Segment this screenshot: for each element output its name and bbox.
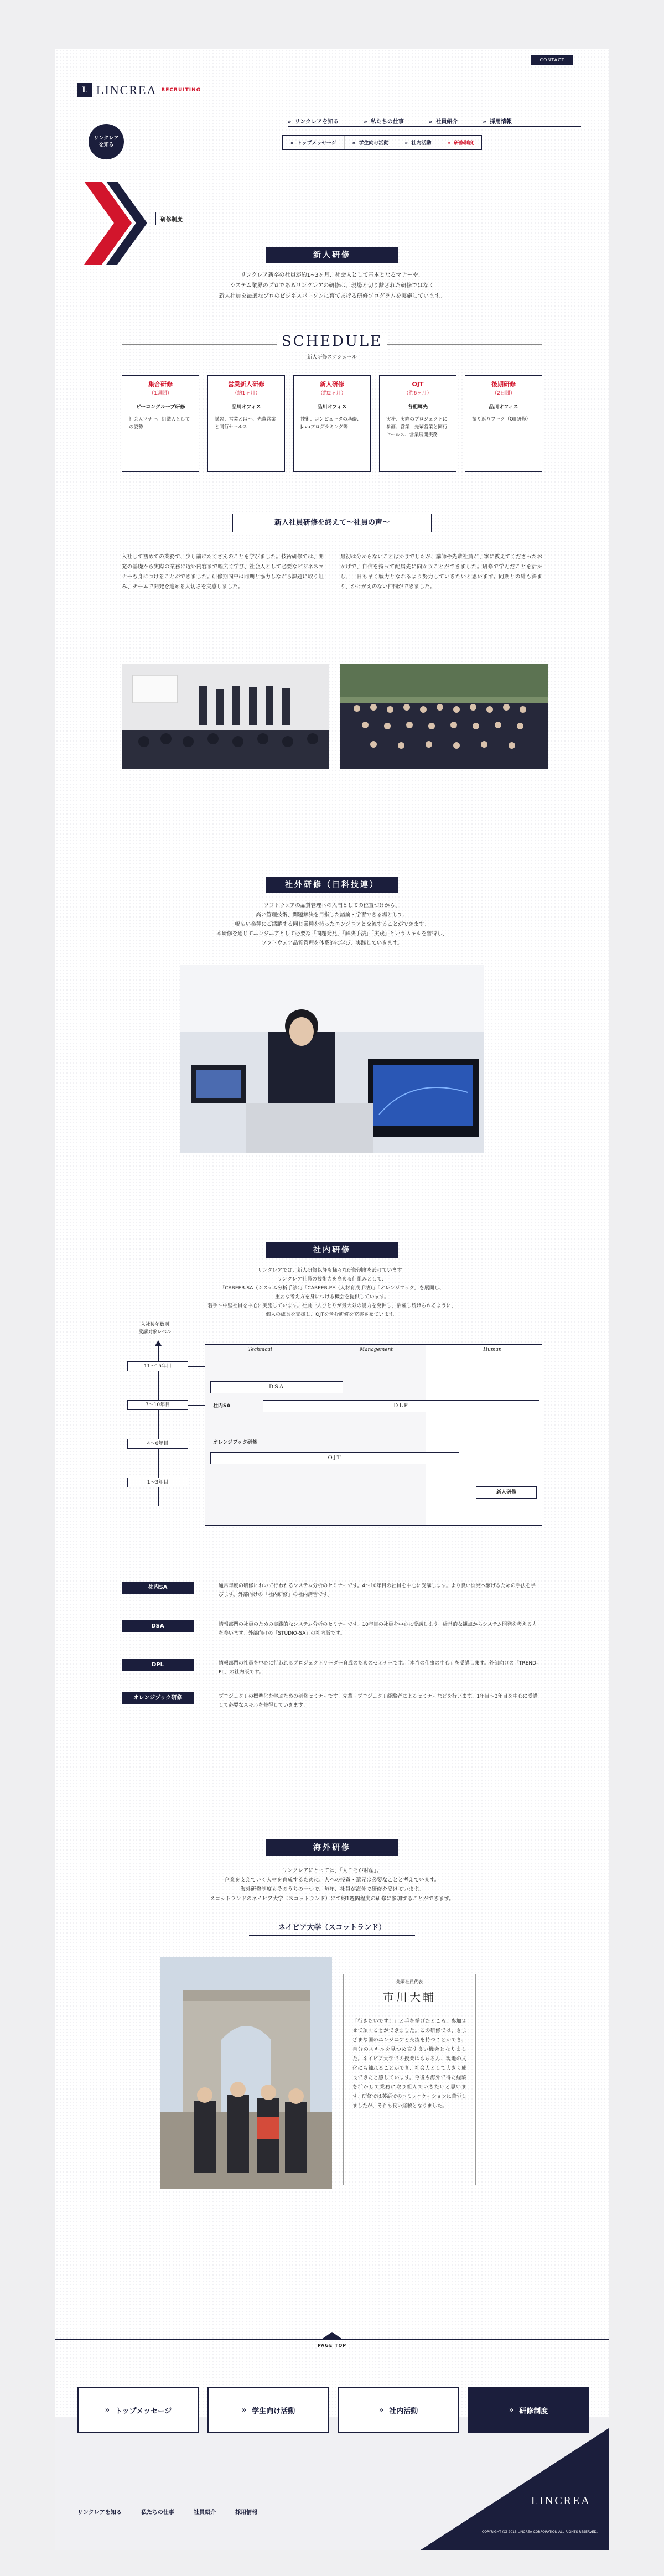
voice-column-left: 入社して初めての業務で、少し前にたくさんのことを学びました。技術研修では、開発の基礎から実際の業務に近い内容まで幅広く学び、社会人として必要なビジネスマナーも身につけることができました。研修期間中は同期と協力しながら課題に取り組み、チームで開発を進める大切さを実感しました。 bbox=[122, 554, 324, 590]
bottom-nav bbox=[55, 2387, 609, 2442]
chart-axis-label: 入社後年数別 受講対象レベル bbox=[138, 1322, 172, 1335]
section-badge: リンクレア を知る bbox=[89, 124, 124, 159]
level-7-10: 7〜10年目 bbox=[127, 1400, 188, 1410]
breadcrumb: 研修制度 bbox=[160, 217, 183, 223]
breadcrumb-rule bbox=[155, 212, 156, 225]
voice-column-right: 最初は分からないことばかりでしたが、講師や先輩社員が丁寧に教えてくださったおかげで、自信を持って配属先に向かうことができました。研修で学んだことを活かし、一日も早く戦力となれるよう努力していきたいと思います。同期との絆も深まり、かけがえのない仲間ができました。 bbox=[340, 554, 542, 590]
chevron-right-icon: » bbox=[428, 119, 433, 125]
schedule-title: SCHEDULE bbox=[277, 333, 387, 350]
footer-link-staff[interactable]: 社員紹介 bbox=[194, 2510, 216, 2516]
col-management: Management bbox=[359, 1347, 393, 1352]
profile-card bbox=[343, 1974, 476, 2185]
logo[interactable] bbox=[77, 83, 201, 97]
axis-arrow-icon bbox=[155, 1340, 162, 1346]
gnav-item-about[interactable]: » リンクレアを知る bbox=[288, 119, 339, 125]
chart-grid bbox=[205, 1344, 542, 1526]
schedule-card: OJT （約6ヶ月） 各配属先 実務：実際のプロジェクトに参画、営業：先輩営業と同行セールス、営業展開実務 bbox=[379, 375, 456, 472]
nav-divider bbox=[288, 126, 581, 127]
external-text: ソフトウェアの品質管理への入門としての位置づけから、 高い管理技術、問題解決を目指した議論・学習できる場として、 幅広い業種にご活躍する同じ業種を持ったエンジニアと交流することができます。 本研修を通じてエンジニアとして必要な「問題発見」「解決手法」「実践」というスキルを習得し、 ソフトウェア品質管理を体系的に学び、実践していきます。 bbox=[216, 903, 448, 946]
chevron-right-icon: » bbox=[352, 141, 356, 146]
program-label: DSA bbox=[122, 1620, 194, 1632]
schedule-card: 後期研修 （2日間） 品川オフィス 振り返りワーク（Off研修） bbox=[465, 375, 542, 472]
subnav-item-training[interactable]: » 研修制度 bbox=[447, 141, 474, 146]
col-technical: Technical bbox=[248, 1347, 272, 1352]
logo-text: LINCREA bbox=[96, 83, 157, 97]
overseas-photo bbox=[160, 1957, 332, 2189]
tag-orange: オレンジブック研修 bbox=[213, 1440, 257, 1445]
subnav-item-internal[interactable]: » 社内活動 bbox=[397, 136, 440, 149]
level-4-6: 4〜6年目 bbox=[127, 1439, 188, 1449]
chevron-right-icon: » bbox=[288, 119, 292, 125]
gnav-item-staff[interactable]: » 社員紹介 bbox=[428, 119, 458, 125]
col-human: Human bbox=[483, 1347, 502, 1352]
footer-nav bbox=[77, 2506, 274, 2516]
internal-text: リンクレアでは、新人研修以降も様々な研修制度を設けています。 リンクレア社員の技術力を高める仕組みとして、 「CAREER-SA（システム分析手法）」「CAREER-PE（人材育成手法）」「オレンジブック」を展開し、 重要な考え方を身につける機会を提供しています。 若手〜中堅社員を中心に実施しています。社員一人ひとりが最大限の能力を発揮し、活躍し続けられるように、 個人の成長を支援し、OJTを含む研修を充実させています。 bbox=[208, 1268, 456, 1318]
subnav-item-student[interactable]: » 学生向け活動 bbox=[345, 136, 397, 149]
bottom-nav-message[interactable]: » トップメッセージ bbox=[77, 2387, 199, 2433]
bar-ojt: OJT bbox=[210, 1452, 459, 1464]
footer-logo[interactable]: LINCREA bbox=[531, 2495, 591, 2507]
bar-dsa: DSA bbox=[210, 1381, 343, 1393]
schedule-subtitle: 新人研修スケジュール bbox=[307, 355, 357, 360]
chevron-right-icon: » bbox=[404, 141, 408, 146]
logo-subtitle: RECRUITING bbox=[161, 87, 201, 93]
program-desc: プロジェクトの標準化を学ぶための研修セミナーです。先輩・プロジェクト経験者によるセミナーなどを行います。1年目〜3年目を中心に受講して必要なスキルを修得していきます。 bbox=[219, 1694, 538, 1708]
chevron-right-icon: » bbox=[509, 2406, 514, 2414]
footer-link-work[interactable]: 私たちの仕事 bbox=[141, 2510, 174, 2516]
footer-link-recruit[interactable]: 採用情報 bbox=[235, 2510, 258, 2516]
page-top-link[interactable]: PAGE TOP bbox=[317, 2343, 347, 2348]
program-desc: 情報部門の社員を中心に行われるプロジェクトリーダー育成のためのセミナーです。「本当の仕事の中心」を受講します。外部向けの「TREND-PL」の社内版です。 bbox=[219, 1661, 538, 1675]
contact-button[interactable]: CONTACT bbox=[531, 55, 573, 65]
training-class-photo bbox=[122, 664, 329, 769]
section-title-overseas: 海外研修 bbox=[266, 1839, 398, 1856]
section-title-external: 社外研修（日科技連） bbox=[266, 877, 398, 893]
chevron-right-icon: » bbox=[105, 2406, 110, 2414]
person-comment: 「行きたいです！」と手を挙げたところ、参加させて頂くことができました。この研修では、さまざまな国のエンジニアと交流を持つことができ、自分のスキルを見つめ直す良い機会となりました。ネイピア大学での授業はもちろん、現地の文化にも触れることができ、社会人として大きく成長できたと感じています。今後も海外で得た経験を活かして業務に取り組んでいきたいと思います。研修では英語でのコミュニケーションに苦労しましたが、それも良い経験となりました。 bbox=[352, 2019, 466, 2109]
footer-link-about[interactable]: リンクレアを知る bbox=[77, 2510, 122, 2516]
level-1-3: 1〜3年目 bbox=[127, 1478, 188, 1487]
tag-sa: 社内SA bbox=[213, 1403, 231, 1409]
section-title-internal: 社内研修 bbox=[266, 1242, 398, 1258]
schedule-card: 集合研修 （1週間） ピーコングループ研修 社会人マナー、組織人としての姿勢 bbox=[122, 375, 199, 472]
program-desc: 情報部門の社員のための実践的なシステム分析のセミナーです。10年目の社員を中心に受講します。経営的な観点からシステム開発を考える力を養います。外部向けの「STUDIO-SA」の社内版です。 bbox=[219, 1622, 537, 1636]
gnav-item-work[interactable]: » 私たちの仕事 bbox=[364, 119, 404, 125]
chevron-right-icon: » bbox=[290, 141, 294, 146]
program-label: 社内SA bbox=[122, 1582, 194, 1594]
sub-nav bbox=[282, 135, 482, 150]
bottom-nav-internal[interactable]: » 社内活動 bbox=[338, 2387, 459, 2433]
overseas-text: リンクレアにとっては、「人こそが財産」。 企業を支えていく人材を育成するために、人への投資・還元は必要なことと考えています。 海外研修制度もそのうちの一つで、毎年、社員が海外で研修を受けています。 スコットランドのネイピア大学（スコットランド）にて約1週間程度の研修に参加することができます。 bbox=[210, 1868, 454, 1902]
bottom-nav-student[interactable]: » 学生向け活動 bbox=[208, 2387, 329, 2433]
career-chart bbox=[122, 1321, 542, 1554]
global-nav bbox=[288, 115, 534, 126]
chevron-right-icon: » bbox=[378, 2406, 384, 2414]
gnav-item-recruit[interactable]: » 採用情報 bbox=[483, 119, 512, 125]
program-label: DPL bbox=[122, 1659, 194, 1671]
external-training-photo bbox=[180, 965, 484, 1153]
arrow-up-icon[interactable] bbox=[321, 2332, 343, 2340]
schedule-cards bbox=[122, 375, 542, 472]
program-label: オレンジブック研修 bbox=[122, 1692, 194, 1704]
schedule-card: 新人研修 （約2ヶ月） 品川オフィス 技術：コンピュータの基礎、Javaプログラミング等 bbox=[293, 375, 371, 472]
bottom-nav-training[interactable]: » 研修制度 bbox=[468, 2387, 589, 2433]
program-desc: 通常年度の研修において行われるシステム分析のセミナーです。4〜10年目の社員を中心に受講します。より良い開発へ繋げるための手法を学びます。外部向けの「社内研修」の社内講習です。 bbox=[219, 1583, 536, 1598]
logo-mark-icon: L bbox=[77, 83, 92, 97]
page-frame bbox=[55, 49, 609, 2550]
level-11-15: 11〜15年目 bbox=[127, 1361, 188, 1371]
chevron-right-icon: » bbox=[483, 119, 486, 125]
university-title: ネイピア大学（スコットランド） bbox=[249, 1921, 415, 1936]
bar-dlp: DLP bbox=[263, 1400, 540, 1412]
subnav-item-message[interactable]: » トップメッセージ bbox=[283, 136, 345, 149]
chevron-right-icon: » bbox=[364, 119, 367, 125]
training-intro: リンクレア新卒の社員が約1~3ヶ月、社会人として基本となるマナーや、 システム業界のプロであるリンクレアの研修は、現場と切り離された研修ではなく 新人社員を最適なプロのビジネスパーソンに育てあげる研修プログラムを実施しています。 bbox=[219, 272, 445, 299]
group-photo bbox=[340, 664, 548, 769]
chevron-right-icon: » bbox=[447, 141, 451, 146]
double-chevron-icon bbox=[84, 182, 151, 265]
person-title: 先輩社員代表 bbox=[396, 1979, 423, 1984]
voice-title: 新入社員研修を終えて〜社員の声〜 bbox=[232, 514, 432, 532]
copyright: COPYRIGHT (C) 2015 LINCREA CORPORATION ALL RIGHTS RESERVED. bbox=[482, 2530, 598, 2534]
chevron-right-icon: » bbox=[241, 2406, 247, 2414]
section-title-new-training: 新人研修 bbox=[266, 247, 398, 263]
schedule-card: 営業新人研修 （約1ヶ月） 品川オフィス 講習：営業とは〜、先輩営業と同行セールス bbox=[208, 375, 285, 472]
bar-new-training: 新人研修 bbox=[476, 1486, 537, 1499]
person-name: 市川大輔 bbox=[383, 1991, 436, 2004]
